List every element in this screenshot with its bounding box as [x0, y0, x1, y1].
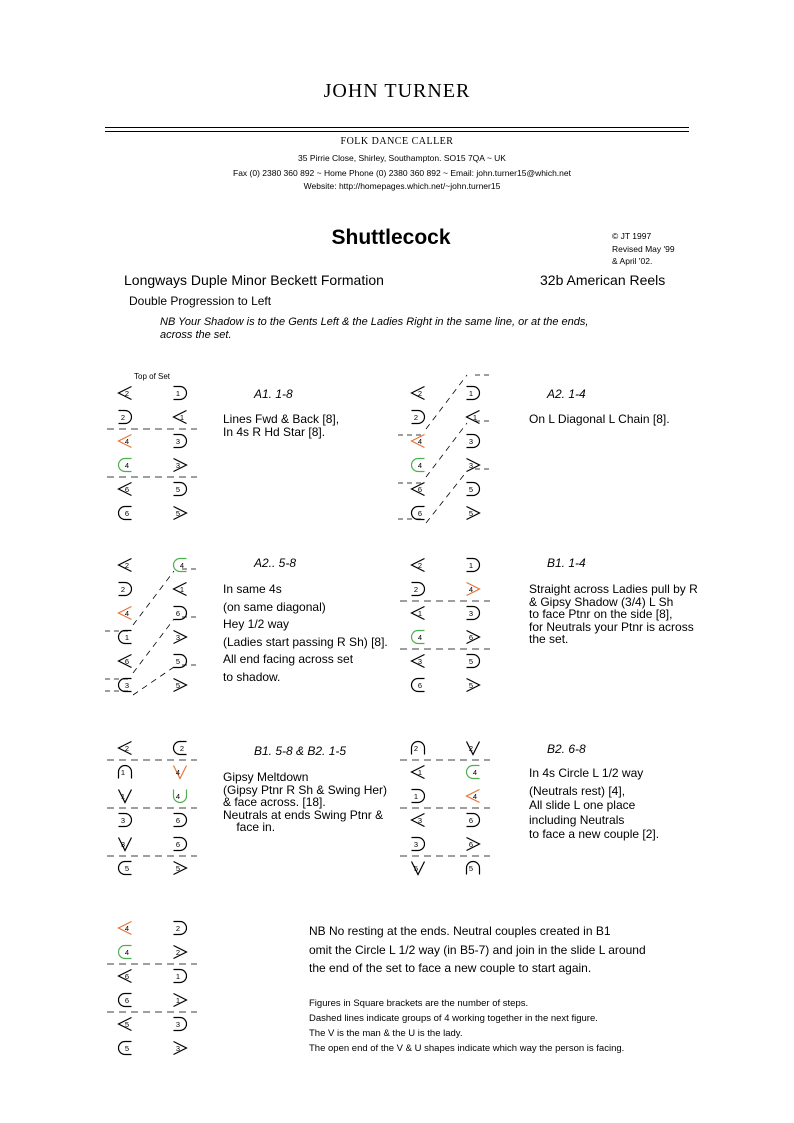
figure-line: (on same diagonal) — [223, 599, 326, 614]
dancer-number: 6 — [124, 996, 130, 1005]
dancer-number: 5 — [124, 1044, 130, 1053]
shadow-note: NB Your Shadow is to the Gents Left & the Ladies Right in the same line, or at the ends, across the set. — [160, 316, 589, 341]
dancer-number: 1 — [120, 768, 126, 777]
figure-line: the set. — [529, 632, 569, 646]
final-diagram — [105, 918, 205, 1058]
dancer-number: 4 — [124, 948, 130, 957]
dancer-number: 2 — [124, 744, 130, 753]
dancer-number: 5 — [468, 485, 474, 494]
header-rule-top — [105, 127, 689, 128]
dancer-number: 2 — [120, 413, 126, 422]
dancer-number: 5 — [413, 864, 419, 873]
diagonal-divider — [133, 667, 174, 695]
copyright-line: © JT 1997 — [612, 231, 652, 241]
dancer-number: 3 — [468, 609, 474, 618]
dancer-number: 4 — [417, 437, 423, 446]
dancer-number: 5 — [468, 681, 474, 690]
figure-line: Hey 1/2 way — [223, 617, 290, 631]
figure-line: On L Diagonal L Chain [8]. — [529, 412, 670, 426]
dancer-number: 3 — [175, 633, 181, 642]
dancer-number: 1 — [179, 413, 185, 422]
dancer-number: 5 — [124, 864, 130, 873]
dancer-number: 3 — [175, 437, 181, 446]
caller-name: JOHN TURNER — [323, 80, 471, 102]
figure-line: All end facing across set — [223, 652, 354, 666]
figure-desc-b1 — [529, 583, 719, 646]
dancer-number: 4 — [124, 437, 130, 446]
dancer-number: 6 — [468, 816, 474, 825]
note-line: the end of the set to face a new couple to start again. — [309, 961, 592, 975]
dancer-number: 2 — [413, 413, 419, 422]
figure-line: Straight across Ladies pull by R — [529, 582, 698, 596]
a1-diagram — [105, 383, 205, 523]
dancer-number: 1 — [175, 389, 181, 398]
figure-desc-b2b — [529, 766, 709, 842]
dancer-number: 1 — [124, 633, 130, 642]
dancer-number: 5 — [175, 864, 181, 873]
figure-label-b2b: B2. 6-8 — [547, 742, 586, 756]
figure-line: including Neutrals — [529, 812, 625, 827]
figure-line: In 4s R Hd Star [8]. — [223, 424, 326, 439]
formation-label: Longways Duple Minor Beckett Formation — [124, 272, 384, 288]
dancer-number: 3 — [468, 437, 474, 446]
dancer-number: 3 — [124, 681, 130, 690]
dancer-number: 4 — [124, 461, 130, 470]
dancer-number: 6 — [175, 609, 181, 618]
dancer-number: 5 — [175, 657, 181, 666]
dancer-number: 6 — [124, 657, 130, 666]
dancer-number: 1 — [417, 768, 423, 777]
dancer-number: 3 — [175, 461, 181, 470]
revision-line: Revised May '99 — [612, 243, 675, 254]
caller-website: Website: http://homepages.which.net/~john.turner15 — [303, 181, 501, 191]
figure-line: All slide L one place — [529, 798, 636, 812]
dancer-number: 6 — [175, 816, 181, 825]
dancer-number: 2 — [413, 744, 419, 753]
dancer-number: 4 — [124, 924, 130, 933]
dancer-number: 1 — [120, 792, 126, 801]
dancer-number: 3 — [120, 840, 126, 849]
dancer-number: 3 — [175, 1044, 181, 1053]
figure-line: Neutrals at ends Swing Ptnr & — [223, 807, 384, 822]
diagonal-divider — [426, 375, 467, 429]
figure-line: & face across. [18]. — [223, 795, 326, 809]
dancer-number: 1 — [413, 792, 419, 801]
dancer-number: 5 — [175, 681, 181, 690]
music-label: 32b American Reels — [540, 272, 666, 288]
figure-line: (Neutrals rest) [4], — [529, 783, 626, 798]
caller-address: 35 Pirrie Close, Shirley, Southampton. SO15 7QA ~ UK — [298, 153, 506, 163]
dancer-number: 4 — [175, 768, 181, 777]
diagonal-divider — [133, 619, 174, 673]
dancer-number: 1 — [417, 609, 423, 618]
figure-line: In 4s Circle L 1/2 way — [529, 766, 644, 780]
dancer-number: 5 — [175, 509, 181, 518]
b1b2-diagram — [105, 738, 205, 878]
dancer-number: 3 — [175, 1020, 181, 1029]
dancer-number: 6 — [417, 485, 423, 494]
figure-line: (Gipsy Ptnr R Sh & Swing Her) — [223, 782, 388, 797]
top-of-set-label: Top of Set — [134, 372, 171, 381]
dancer-number: 2 — [417, 389, 423, 398]
dancer-number: 4 — [417, 633, 423, 642]
a2b-diagram — [105, 555, 205, 695]
dancer-number: 5 — [468, 864, 474, 873]
diagonal-divider — [426, 471, 467, 523]
diagonal-divider — [426, 423, 467, 477]
dance-title: Shuttlecock — [331, 226, 451, 249]
dancer-number: 1 — [179, 585, 185, 594]
dancer-number: 5 — [124, 1020, 130, 1029]
progression-label: Double Progression to Left — [129, 294, 272, 308]
dancer-number: 6 — [124, 509, 130, 518]
dancer-number: 4 — [417, 461, 423, 470]
figure-line: In same 4s — [223, 582, 282, 596]
b1-diagram — [398, 555, 508, 695]
dancer-number: 2 — [175, 924, 181, 933]
figure-line: & Gipsy Shadow (3/4) L Sh — [529, 594, 674, 609]
dancer-number: 6 — [468, 633, 474, 642]
revision-line: & April '02. — [612, 256, 653, 266]
header-rule-bottom — [105, 131, 689, 132]
dancer-number: 4 — [468, 585, 474, 594]
figure-label-a2a: A2. 1-4 — [547, 387, 586, 401]
dancer-number: 4 — [175, 792, 181, 801]
diagonal-divider — [133, 571, 174, 625]
dancer-number: 6 — [417, 509, 423, 518]
dancer-number: 6 — [468, 840, 474, 849]
dancer-number: 6 — [124, 972, 130, 981]
dancer-number: 2 — [124, 389, 130, 398]
figure-line: to shadow. — [223, 669, 281, 684]
dancer-number: 4 — [472, 792, 478, 801]
dancer-number: 2 — [413, 585, 419, 594]
note-line: NB No resting at the ends. Neutral couples created in B1 — [309, 924, 611, 938]
caller-contact: Fax (0) 2380 360 892 ~ Home Phone (0) 2380 360 892 ~ Email: john.turner15@which.net — [233, 168, 571, 178]
copyright-notice — [612, 230, 692, 268]
dancer-number: 1 — [175, 972, 181, 981]
figure-desc-a1 — [223, 413, 393, 438]
dancer-number: 3 — [120, 816, 126, 825]
dancer-number: 5 — [468, 657, 474, 666]
figure-desc-b1b2 — [223, 771, 403, 834]
dancer-number: 2 — [120, 585, 126, 594]
dancer-number: 3 — [413, 840, 419, 849]
dancer-number: 2 — [179, 744, 185, 753]
dancer-number: 6 — [417, 681, 423, 690]
dancer-number: 2 — [175, 948, 181, 957]
dancer-number: 1 — [468, 561, 474, 570]
key-line: Dashed lines indicate groups of 4 working together in the next figure. — [309, 1013, 598, 1024]
caller-role: FOLK DANCE CALLER — [340, 136, 454, 147]
figure-desc-a2b — [223, 581, 398, 686]
resting-note — [309, 922, 689, 978]
dancer-number: 2 — [124, 561, 130, 570]
figure-line: Lines Fwd & Back [8], — [223, 412, 340, 426]
figure-line: face in. — [223, 820, 276, 834]
dancer-number: 3 — [417, 816, 423, 825]
figure-label-b1b2: B1. 5-8 & B2. 1-5 — [254, 744, 347, 758]
dancer-number: 6 — [124, 485, 130, 494]
figure-label-b1: B1. 1-4 — [547, 556, 586, 570]
dancer-number: 2 — [468, 744, 474, 753]
dancer-number: 6 — [175, 840, 181, 849]
dancer-number: 1 — [175, 996, 181, 1005]
b2b-diagram — [398, 738, 508, 878]
note-line: omit the Circle L 1/2 way (in B5-7) and join in the slide L around — [309, 942, 646, 957]
diagram-key — [309, 996, 689, 1056]
dancer-number: 4 — [472, 768, 478, 777]
figure-desc-a2a — [529, 413, 699, 426]
dancer-number: 4 — [124, 609, 130, 618]
figure-line: Gipsy Meltdown — [223, 770, 309, 784]
dancer-number: 1 — [468, 389, 474, 398]
figure-label-a1: A1. 1-8 — [254, 387, 293, 401]
figure-line: for Neutrals your Ptnr is across — [529, 619, 694, 634]
dancer-number: 5 — [175, 485, 181, 494]
dancer-number: 3 — [417, 657, 423, 666]
figure-label-a2b: A2.. 5-8 — [254, 556, 297, 570]
dancer-number: 3 — [468, 461, 474, 470]
dancer-number: 5 — [468, 509, 474, 518]
figure-line: (Ladies start passing R Sh) [8]. — [223, 634, 388, 649]
key-line: Figures in Square brackets are the number of steps. — [309, 998, 529, 1009]
dancer-number: 4 — [179, 561, 185, 570]
figure-line: to face a new couple [2]. — [529, 827, 660, 841]
key-line: The open end of the V & U shapes indicate which way the person is facing. — [309, 1043, 625, 1054]
key-line: The V is the man & the U is the lady. — [309, 1028, 463, 1039]
dancer-number: 2 — [417, 561, 423, 570]
figure-line: to face Ptnr on the side [8], — [529, 607, 673, 621]
dancer-number: 1 — [472, 413, 478, 422]
a2a-diagram — [398, 383, 508, 523]
